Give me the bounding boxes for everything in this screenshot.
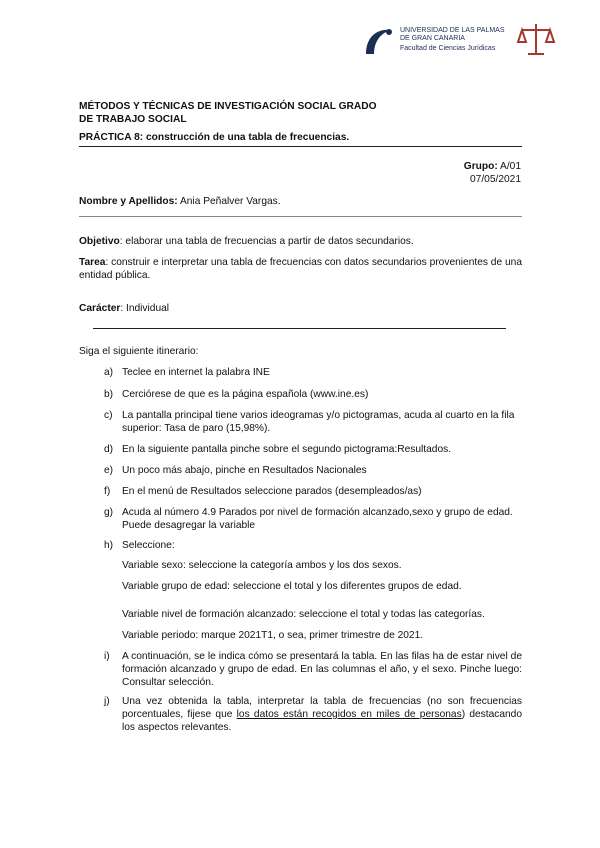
university-logo — [362, 22, 512, 66]
student-name-line — [79, 195, 281, 208]
step-j — [104, 695, 524, 734]
variable-sexo: Variable sexo: seleccione la categoría ambos y los dos sexos. — [122, 560, 402, 571]
practice-title: PRÁCTICA 8: construcción de una tabla de frecuencias. — [79, 132, 350, 143]
faculty-name: Facultad de Ciencias Jurídicas — [400, 45, 496, 52]
variable-periodo: Variable periodo: marque 2021T1, o sea, primer trimestre de 2021. — [122, 630, 424, 641]
step-b — [104, 388, 524, 401]
step-f — [104, 485, 524, 498]
step-text: En la siguiente pantalla pinche sobre el segundo pictograma:Resultados. — [122, 444, 452, 455]
character-text: : Individual — [120, 303, 170, 314]
group-value: A/01 — [500, 161, 521, 172]
step-label: e) — [104, 465, 114, 476]
step-label: g) — [104, 507, 114, 518]
step-g — [104, 506, 524, 532]
step-label: c) — [104, 410, 113, 421]
variable-grupo-edad: Variable grupo de edad: seleccione el total y los diferentes grupos de edad. — [122, 581, 462, 592]
step-text: Un poco más abajo, pinche en Resultados Nacionales — [122, 465, 367, 476]
step-label: j) — [104, 696, 110, 707]
step-text — [122, 695, 522, 734]
step-label: i) — [104, 651, 110, 662]
itinerary-intro: Siga el siguiente itinerario: — [79, 346, 199, 357]
step-text: Cerciórese de que es la página española (www.ine.es) — [122, 389, 369, 400]
step-text-before: Una vez obtenida la tabla, interpretar la tabla de frecuencias (no son frecuencias porcentuales, fijese que — [122, 696, 522, 720]
name-divider — [79, 216, 522, 217]
ulpgc-emblem-icon — [362, 24, 396, 58]
course-title-line2: DE TRABAJO SOCIAL — [79, 114, 187, 125]
course-title-line1: MÉTODOS Y TÉCNICAS DE INVESTIGACIÓN SOCIAL GRADO — [79, 101, 377, 112]
university-name-line1: UNIVERSIDAD DE LAS PALMAS — [400, 27, 505, 34]
university-name-line2: DE GRAN CANARIA — [400, 35, 465, 42]
character — [79, 302, 169, 315]
task — [79, 256, 522, 282]
step-d — [104, 443, 524, 456]
objective — [79, 235, 522, 248]
date: 07/05/2021 — [470, 174, 521, 185]
step-text: Teclee en internet la palabra INE — [122, 367, 270, 378]
step-text: Acuda al número 4.9 Parados por nivel de formación alcanzado,sexo y grupo de edad. Puede desagregar la variable — [122, 507, 513, 531]
step-label: f) — [104, 486, 111, 497]
header-divider — [79, 146, 522, 147]
step-a — [104, 366, 524, 379]
step-i — [104, 650, 524, 689]
task-label: Tarea — [79, 257, 106, 268]
group-line — [464, 160, 521, 173]
step-text-underlined: los datos están recogidos en miles de personas — [236, 709, 462, 720]
step-text: En el menú de Resultados seleccione parados (desempleados/as) — [122, 486, 422, 497]
character-divider — [93, 328, 506, 329]
name-label: Nombre y Apellidos: — [79, 196, 178, 207]
step-c — [104, 409, 524, 435]
name-value: Ania Peñalver Vargas. — [179, 196, 281, 207]
justice-scales-icon — [516, 20, 556, 60]
step-text: Seleccione: — [122, 540, 175, 551]
objective-label: Objetivo — [79, 236, 120, 247]
task-text: : construir e interpretar una tabla de frecuencias con datos secundarios provenientes de una entidad pública. — [79, 257, 522, 281]
step-text: A continuación, se le indica cómo se presentará la tabla. En las filas ha de estar nivel de formación alcanzado y grupo de edad. En las columnas el año, y el sexo. Pinche luego: Consultar selección. — [122, 651, 522, 688]
step-h — [104, 539, 524, 552]
group-label: Grupo: — [463, 161, 498, 172]
objective-text: : elaborar una tabla de frecuencias a partir de datos secundarios. — [119, 236, 414, 247]
step-label: b) — [104, 389, 114, 400]
step-text: La pantalla principal tiene varios ideogramas y/o pictogramas, acuda al cuarto en la fila superior: Tasa de paro (15,98%). — [122, 410, 515, 434]
step-text-after: ) destacando los aspectos relevantes. — [122, 709, 522, 733]
step-label: h) — [104, 540, 114, 551]
step-label: d) — [104, 444, 114, 455]
character-label: Carácter — [79, 303, 121, 314]
variable-nivel-formacion: Variable nivel de formación alcanzado: seleccione el total y todas las categorías. — [122, 609, 485, 620]
step-e — [104, 464, 524, 477]
step-label: a) — [104, 367, 114, 378]
